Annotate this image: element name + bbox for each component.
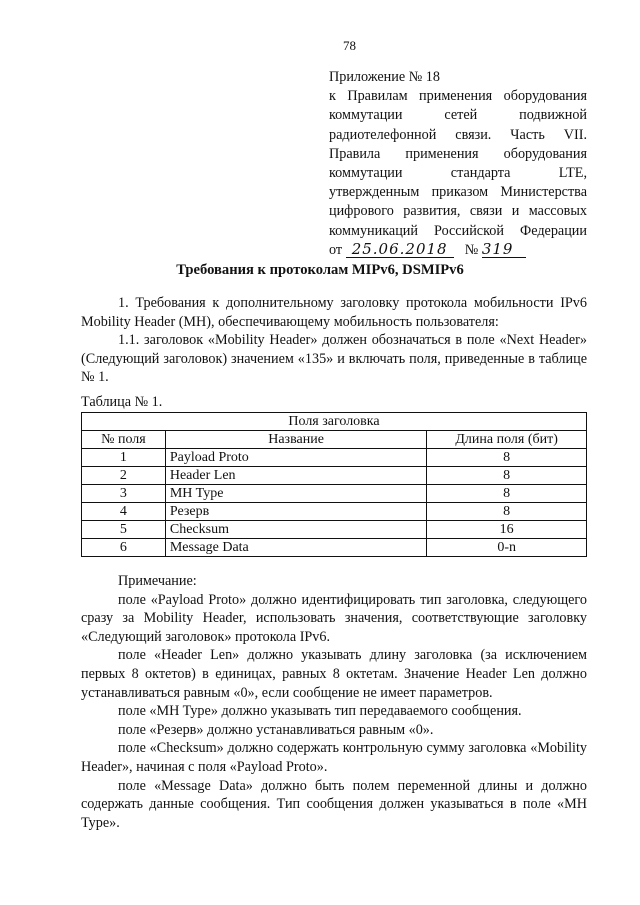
annex-block (329, 68, 587, 260)
note-block (81, 572, 587, 832)
annex-line: утвержденным приказом Министерства (329, 184, 587, 201)
table-cell: Message Data (165, 539, 426, 557)
table-row (82, 539, 587, 557)
annex-line: Приложение № 18 (329, 69, 440, 85)
column-header: № поля (82, 431, 166, 449)
table-cell: 5 (82, 521, 166, 539)
table-cell: 16 (427, 521, 587, 539)
table-cell: Checksum (165, 521, 426, 539)
table-cell: 8 (427, 449, 587, 467)
note-item: поле «MH Type» должно указывать тип передаваемого сообщения. (118, 703, 522, 720)
note-heading: Примечание: (118, 573, 197, 589)
table-row (82, 449, 587, 467)
table-cell: Резерв (165, 503, 426, 521)
table-cell: Payload Proto (165, 449, 426, 467)
table-cell: 0-n (427, 539, 587, 557)
handwritten-number: 319 (482, 241, 526, 258)
annex-line: коммуникаций Российской Федерации (329, 222, 587, 239)
table-cell: 1 (82, 449, 166, 467)
table-cell: Header Len (165, 467, 426, 485)
number-prefix: № (464, 241, 479, 258)
table-row (82, 503, 587, 521)
column-header: Название (165, 431, 426, 449)
annex-date-line (329, 241, 587, 260)
table-row (82, 521, 587, 539)
note-item: поле «Message Data» должно быть полем переменной длины и должно содержать данные сообщения. Тип сообщения должен указываться в поле «MH Type». (81, 777, 587, 831)
table-cell: 8 (427, 503, 587, 521)
note-item: поле «Header Len» должно указывать длину заголовка (за исключением первых 8 октетов) в единицах, равных 8 октетам. Значение Header Len должно устанавливаться равным «0», если сообщение не имеет параметров. (81, 647, 587, 701)
page-number: 78 (343, 38, 356, 53)
table-cell: 6 (82, 539, 166, 557)
table-cell: 4 (82, 503, 166, 521)
note-item: поле «Payload Proto» должно идентифицировать тип заголовка, следующего сразу за Mobility Header, использовать значения, соответствующие заголовку «Следующий заголовок» протокола IPv6. (81, 591, 587, 645)
annex-line: радиотелефонной связи. Часть VII. (329, 126, 587, 143)
paragraph-1: 1. Требования к дополнительному заголовку протокола мобильности IPv6 Mobility Header (MH), обеспечивающему мобильность пользователя: (81, 295, 587, 330)
table-header-row (82, 431, 587, 449)
annex-line: коммутации сетей подвижной (329, 107, 587, 124)
note-item: поле «Checksum» должно содержать контрольную сумму заголовка «Mobility Header», начиная с поля «Payload Proto». (81, 740, 587, 775)
date-prefix: от (329, 241, 343, 258)
annex-line: к Правилам применения оборудования (329, 88, 587, 105)
table-row (82, 467, 587, 485)
table-cell: 2 (82, 467, 166, 485)
column-header: Длина поля (бит) (427, 431, 587, 449)
table-group-header: Поля заголовка (82, 413, 587, 431)
table-group-header-row (82, 413, 587, 431)
annex-line: коммутации стандарта LTE, (329, 165, 587, 182)
table-cell: 8 (427, 485, 587, 503)
table-cell: 8 (427, 467, 587, 485)
annex-line: Правила применения оборудования (329, 145, 587, 162)
header-fields-table (81, 412, 587, 557)
table-cell: MH Type (165, 485, 426, 503)
table-row (82, 485, 587, 503)
section-title: Требования к протоколам MIPv6, DSMIPv6 (176, 262, 464, 278)
handwritten-date: 25.06.2018 (346, 241, 454, 258)
paragraph-1-1: 1.1. заголовок «Mobility Header» должен обозначаться в поле «Next Header» (Следующий заголовок) значением «135» и включать поля, приведенные в таблице № 1. (81, 332, 587, 386)
annex-line: цифрового развития, связи и массовых (329, 203, 587, 220)
table-caption: Таблица № 1. (81, 394, 163, 410)
note-item: поле «Резерв» должно устанавливаться равным «0». (118, 721, 434, 738)
table-cell: 3 (82, 485, 166, 503)
